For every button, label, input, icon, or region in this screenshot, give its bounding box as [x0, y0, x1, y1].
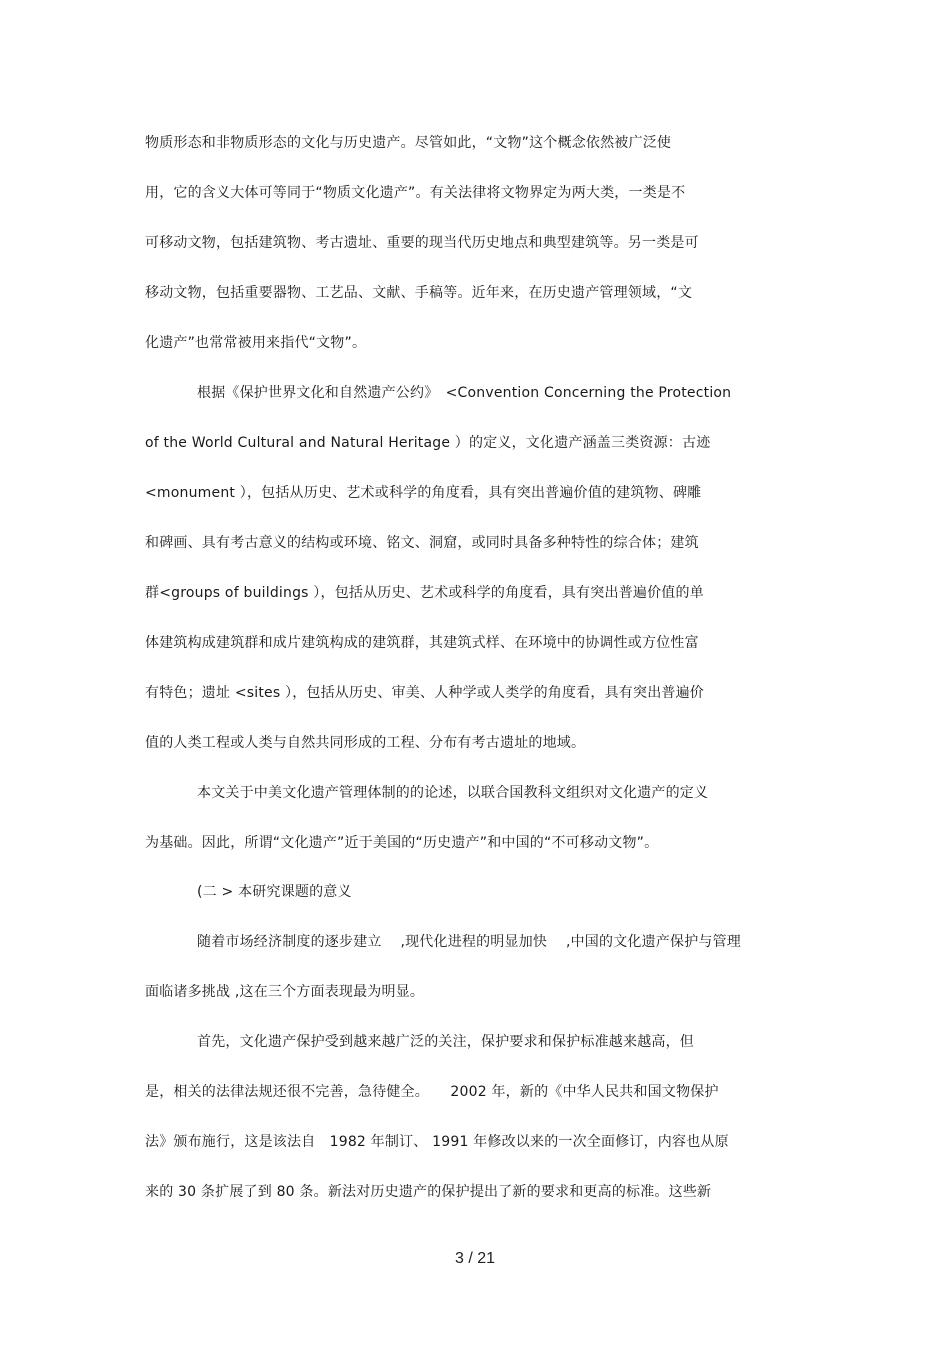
text-line: 是，相关的法律法规还很不完善，急待健全。 2002 年，新的《中华人民共和国文物保护: [145, 1084, 719, 1100]
text-line: 法》颁布施行，这是该法自 1982 年制订、 1991 年修改以来的一次全面修订，内容也从原: [145, 1134, 729, 1150]
text-line: 来的 30 条扩展了到 80 条。新法对历史遗产的保护提出了新的要求和更高的标准。这些新: [145, 1184, 712, 1200]
text-line: <monument ），包括从历史、艺术或科学的角度看，具有突出普遍价值的建筑物、碑雕: [145, 485, 702, 501]
text-line: 和碑画、具有考古意义的结构或环境、铭文、洞窟，或同时具备多种特性的综合体；建筑: [145, 535, 699, 551]
text-line: 本文关于中美文化遗产管理体制的的论述，以联合国教科文组织对文化遗产的定义: [197, 785, 709, 801]
text-line: 值的人类工程或人类与自然共同形成的工程、分布有考古遗址的地域。: [145, 735, 586, 751]
section-heading: (二 > 本研究课题的意义: [197, 884, 352, 900]
text-line: 移动文物，包括重要器物、工艺品、文献、手稿等。近年来，在历史遗产管理领域，“文: [145, 285, 693, 301]
text-line: 有特色；遗址 <sites ），包括从历史、审美、人种学或人类学的角度看，具有突出普遍价: [145, 685, 705, 701]
text-line: 化遗产”也常常被用来指代“文物”。: [145, 335, 367, 351]
page-number: 3 / 21: [454, 1250, 496, 1267]
text-line: 物质形态和非物质形态的文化与历史遗产。尽管如此，“文物”这个概念依然被广泛使: [145, 135, 672, 151]
text-line: 体建筑构成建筑群和成片建筑构成的建筑群，其建筑式样、在环境中的协调性或方位性富: [145, 635, 699, 651]
text-line: 随着市场经济制度的逐步建立 ,现代化进程的明显加快 ,中国的文化遗产保护与管理: [197, 934, 741, 950]
text-line: 根据《保护世界文化和自然遗产公约》 <Convention Concerning the Protection: [197, 385, 732, 401]
text-line: of the World Cultural and Natural Heritage ）的定义，文化遗产涵盖三类资源：古迹: [145, 435, 711, 451]
text-line: 为基础。因此，所谓“文化遗产”近于美国的“历史遗产”和中国的“不可移动文物”。: [145, 835, 659, 851]
text-line: 群<groups of buildings ），包括从历史、艺术或科学的角度看，具有突出普遍价值的单: [145, 585, 704, 601]
text-line: 面临诸多挑战 ,这在三个方面表现最为明显。: [145, 984, 425, 1000]
text-line: 首先，文化遗产保护受到越来越广泛的关注，保护要求和保护标准越来越高，但: [197, 1034, 694, 1050]
text-line: 可移动文物，包括建筑物、考古遗址、重要的现当代历史地点和典型建筑等。另一类是可: [145, 235, 699, 251]
text-line: 用，它的含义大体可等同于“物质文化遗产”。有关法律将文物界定为两大类，一类是不: [145, 185, 686, 201]
